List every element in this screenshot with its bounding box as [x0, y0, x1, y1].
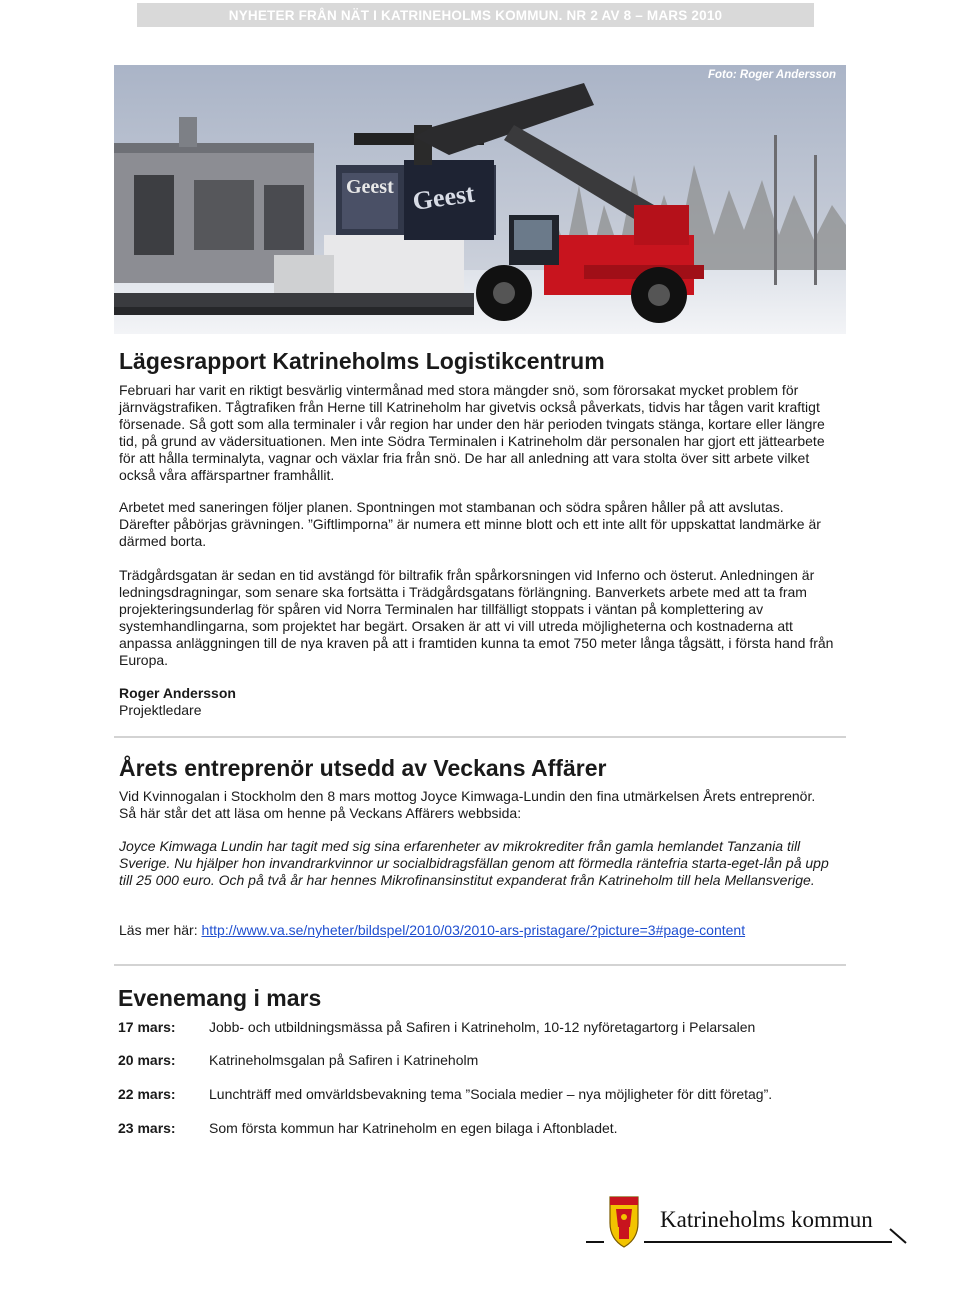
photo-credit: Foto: Roger Andersson [708, 69, 836, 81]
entrepreneur-title: Årets entreprenör utsedd av Veckans Affärer [119, 755, 607, 781]
event-date: 20 mars: [118, 1052, 176, 1068]
container-text-2: Geest [410, 178, 477, 216]
section-separator [114, 964, 846, 966]
municipality-logo-text: Katrineholms kommun [660, 1207, 873, 1232]
container-text-1: Geest [346, 176, 394, 198]
event-text: Lunchträff med omvärldsbevakning tema ”Sociala medier – nya möjligheter för ditt företag”. [209, 1086, 773, 1102]
municipality-logo [582, 1193, 912, 1253]
read-more-line [119, 922, 835, 939]
event-text: Katrineholmsgalan på Safiren i Katrineholm [209, 1052, 479, 1068]
events-title: Evenemang i mars [118, 985, 322, 1011]
read-more-link[interactable]: http://www.va.se/nyheter/bildspel/2010/03/2010-ars-pristagare/?picture=3#page-content [201, 922, 746, 938]
event-date: 23 mars: [118, 1120, 176, 1136]
event-text: Jobb- och utbildningsmässa på Safiren i Katrineholm, 10-12 nyföretagartorg i Pelarsalen [209, 1019, 756, 1035]
photo-illustration [114, 65, 846, 334]
event-date: 17 mars: [118, 1019, 176, 1035]
event-date: 22 mars: [118, 1086, 176, 1102]
entrepreneur-quote: Joyce Kimwaga Lundin har tagit med sig sina erfarenheter av mikrokrediter från gamla hemlandet Tanzania till Sverige. Nu hjälper hon invandrarkvinnor ur socialbidragsfällan genom att förmedla räntefria starta-eget-lån på upp till 25 000 euro. Och på två år har hennes Mikrofinansinstitut expanderat från Katrineholm till hela Mellansverige. [119, 838, 829, 888]
logistics-paragraph-2: Arbetet med saneringen följer planen. Spontningen mot stambanan och södra spåren håller på att avslutas. Därefter påbörjas grävningen. ”Giftlimporna” är numera ett minne blott och ett inte allt för uppskattat landmärke är därmed borta. [119, 499, 821, 549]
reach-stacker-photo [114, 65, 846, 334]
logistics-paragraph-1: Februari har varit en riktigt besvärlig vintermånad med stora mängder snö, som förorsakat mycket problem för järnvägstrafiken. Tågtrafiken från Herne till Katrineholm har givetvis också påverkats, tidvis har tågen varit kraftigt försenade. Så gott som alla terminaler i vår region har under den här perioden tvingats stänga, kortare eller längre tid, på grund av vädersituationen. Men inte Södra Terminalen i Katrineholm där personalen har gjort ett jättearbete för att hålla terminalyta, vagnar och växlar fria från snö. De har all anledning att vara stolta över sitt arbete vilket också våra affärspartner framhållit. [119, 382, 825, 483]
entrepreneur-paragraph: Vid Kvinnogalan i Stockholm den 8 mars mottog Joyce Kimwaga-Lundin den fina utmärkelsen Årets entreprenör. Så här står det att läsa om henne på Veckans Affärers webbsida: [119, 788, 816, 821]
read-more-label: Läs mer här: [119, 922, 202, 938]
logistics-title: Lägesrapport Katrineholms Logistikcentrum [119, 348, 605, 374]
event-text: Som första kommun har Katrineholm en egen bilaga i Aftonbladet. [209, 1120, 618, 1136]
logistics-paragraph-3: Trädgårdsgatan är sedan en tid avstängd för biltrafik från spårkorsningen vid Inferno och österut. Anledningen är ledningsdragningar, som senare ska fortsätta i Trädgårdsgatans förlängning. Banverkets arbete med att ta fram projekteringsunderlag för spåren vid Norra Terminalen har tillfälligt stoppats i väntan på komplettering av systemhandlingarna, som projektet har begärt. Orsaken är att vi vill utreda möjligheterna och kostnaderna att anpassa anläggningen till de nya kraven på att i framtiden kunna ta emot 750 meter långa tågsätt, i första hand från Europa. [119, 567, 834, 668]
newsletter-header-bar [137, 3, 814, 27]
newsletter-header-text: NYHETER FRÅN NÄT I KATRINEHOLMS KOMMUN. NR 2 AV 8 – MARS 2010 [228, 7, 723, 23]
author-name: Roger Andersson [119, 685, 236, 701]
author-role: Projektledare [119, 702, 202, 718]
section-separator [114, 736, 846, 738]
